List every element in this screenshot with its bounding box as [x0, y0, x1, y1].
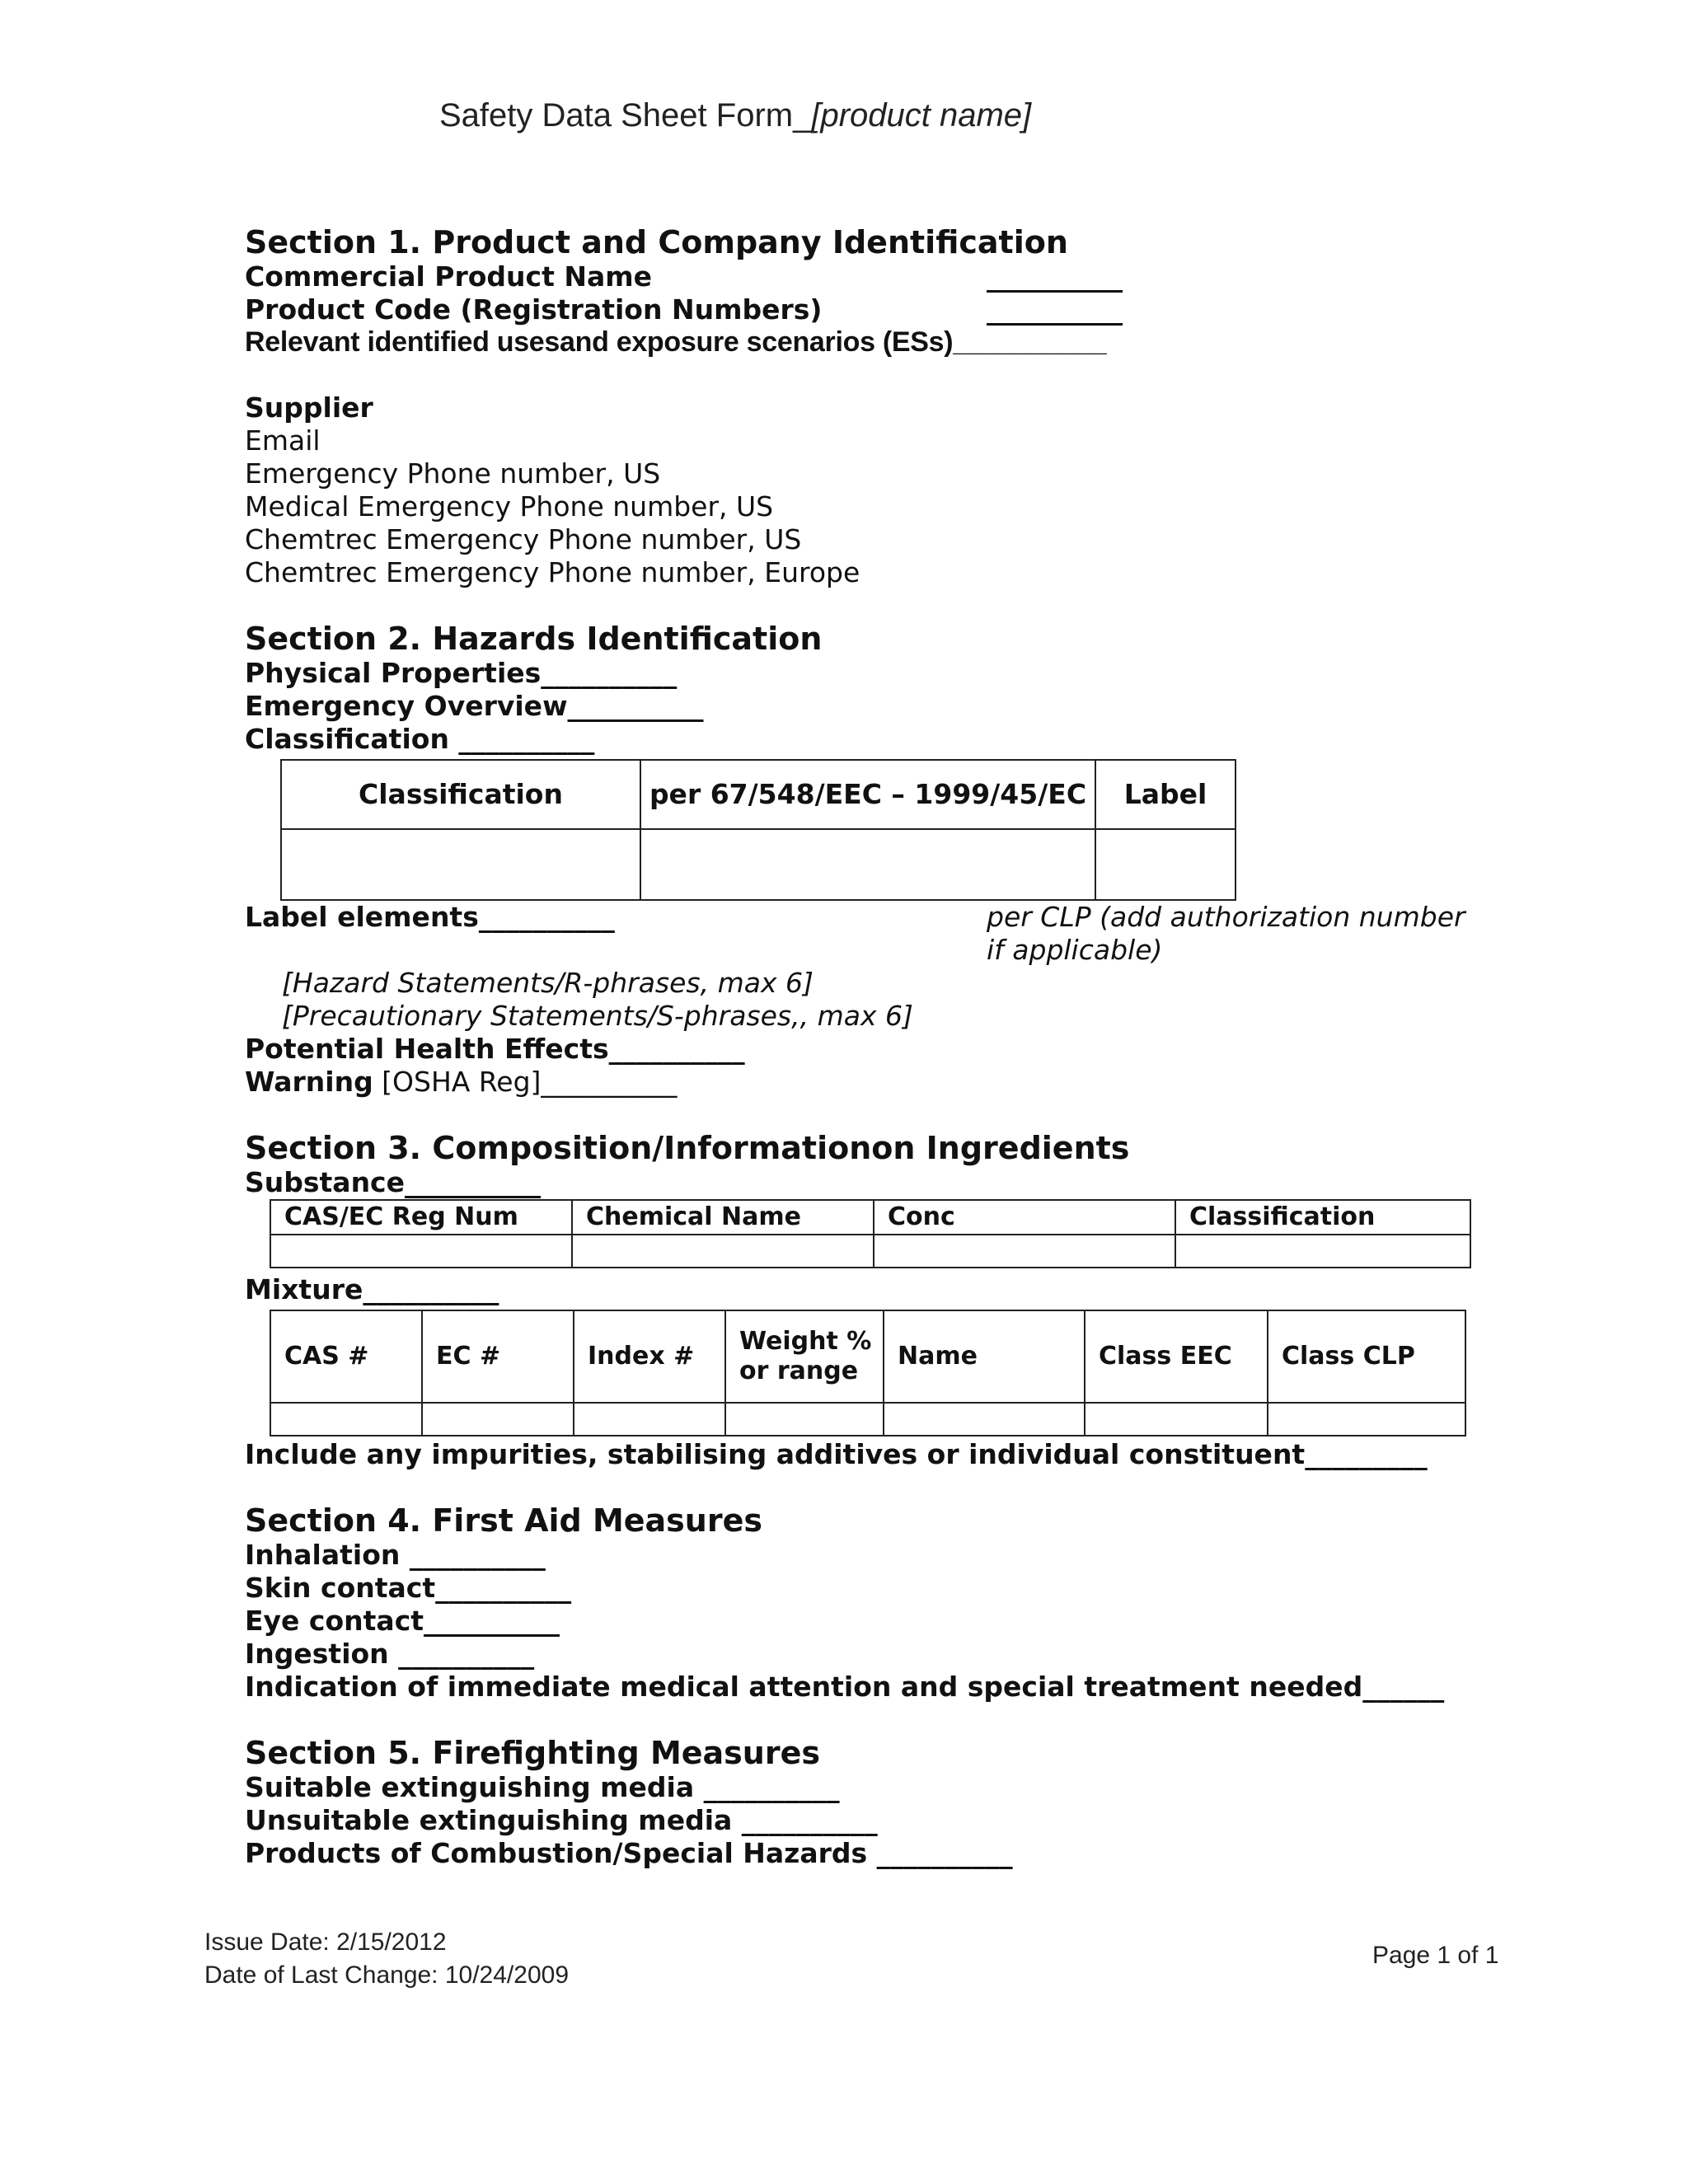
- table-row: [281, 829, 1236, 900]
- health-effects-field[interactable]: Potential Health Effects__________: [245, 1033, 745, 1065]
- table-header-row: [270, 1310, 1465, 1403]
- mixture-field[interactable]: Mixture__________: [245, 1273, 499, 1305]
- table-cell[interactable]: [640, 829, 1095, 900]
- table-cell[interactable]: [572, 1235, 874, 1268]
- table-header-row: [270, 1200, 1470, 1235]
- classification-header: Classification: [1175, 1200, 1470, 1235]
- table-cell[interactable]: [884, 1403, 1085, 1436]
- section-2-heading: Section 2. Hazards Identification: [245, 621, 823, 657]
- section-5-heading: Section 5. Firefighting Measures: [245, 1735, 820, 1771]
- table-cell[interactable]: [1085, 1403, 1268, 1436]
- supplier-label: Supplier: [245, 391, 373, 424]
- table-cell[interactable]: [281, 829, 640, 900]
- footer-dates: [204, 1926, 569, 1992]
- suitable-media-field[interactable]: Suitable extinguishing media __________: [245, 1771, 840, 1803]
- substance-table: [270, 1199, 1471, 1268]
- class-eec-header: Class EEC: [1085, 1310, 1268, 1403]
- impurities-field[interactable]: Include any impurities, stabilising additives or individual constituent_________: [245, 1438, 1428, 1470]
- medical-attention-field[interactable]: Indication of immediate medical attention and special treatment needed______: [245, 1671, 1445, 1703]
- classification-header: Classification: [281, 760, 640, 829]
- table-cell[interactable]: [270, 1235, 572, 1268]
- mixture-table: [270, 1310, 1466, 1436]
- label-elements-row: [245, 901, 1481, 966]
- inhalation-field[interactable]: Inhalation __________: [245, 1539, 546, 1571]
- table-cell[interactable]: [1175, 1235, 1470, 1268]
- page-number: Page 1 of 1: [1372, 1942, 1499, 1969]
- product-code-blank[interactable]: __________: [987, 293, 1123, 326]
- label-header: Label: [1095, 760, 1236, 829]
- cas-header: CAS #: [270, 1310, 422, 1403]
- chemical-name-header: Chemical Name: [572, 1200, 874, 1235]
- section-4-heading: Section 4. First Aid Measures: [245, 1502, 762, 1539]
- warning-row[interactable]: [245, 1066, 1481, 1099]
- last-change-date: Date of Last Change: 10/24/2009: [204, 1961, 570, 1989]
- form-content: [245, 224, 1481, 1870]
- table-header-row: [281, 760, 1236, 829]
- chemtrec-phone-us: Chemtrec Emergency Phone number, US: [245, 523, 802, 555]
- skin-contact-field[interactable]: Skin contact__________: [245, 1572, 572, 1604]
- name-header: Name: [884, 1310, 1085, 1403]
- weight-header: Weight % or range: [725, 1310, 884, 1403]
- emergency-overview-field[interactable]: Emergency Overview__________: [245, 690, 704, 722]
- relevant-uses-field[interactable]: Relevant identified usesand exposure scenarios (ESs)__________: [245, 326, 1107, 358]
- section-1-heading: Section 1. Product and Company Identification: [245, 224, 1068, 260]
- table-cell[interactable]: [574, 1403, 725, 1436]
- classification-table: [280, 759, 1236, 901]
- classification-field[interactable]: Classification __________: [245, 723, 595, 755]
- per-clp-note: per CLP (add authorization number if applicable): [987, 901, 1465, 966]
- ec-header: EC #: [422, 1310, 574, 1403]
- eye-contact-field[interactable]: Eye contact__________: [245, 1605, 560, 1637]
- table-cell[interactable]: [270, 1403, 422, 1436]
- product-name-row: [245, 260, 1481, 293]
- table-cell[interactable]: [422, 1403, 574, 1436]
- email-label: Email: [245, 424, 321, 457]
- table-row: [270, 1235, 1470, 1268]
- osha-reg-field: [OSHA Reg]__________: [373, 1066, 678, 1098]
- issue-date: Issue Date: 2/15/2012: [204, 1929, 447, 1956]
- product-code-label: Product Code (Registration Numbers): [245, 293, 823, 326]
- chemtrec-phone-europe: Chemtrec Emergency Phone number, Europe: [245, 556, 860, 588]
- hazard-statements: [Hazard Statements/R-phrases, max 6]: [282, 967, 814, 999]
- product-name-blank[interactable]: __________: [987, 260, 1123, 293]
- class-clp-header: Class CLP: [1268, 1310, 1465, 1403]
- unsuitable-media-field[interactable]: Unsuitable extinguishing media __________: [245, 1804, 878, 1836]
- title-product-placeholder: [product name]: [811, 97, 1032, 134]
- ingestion-field[interactable]: Ingestion __________: [245, 1638, 535, 1670]
- table-cell[interactable]: [874, 1235, 1175, 1268]
- product-name-label: Commercial Product Name: [245, 260, 652, 293]
- conc-header: Conc: [874, 1200, 1175, 1235]
- table-row: [270, 1403, 1465, 1436]
- table-cell[interactable]: [725, 1403, 884, 1436]
- medical-emergency-phone-us: Medical Emergency Phone number, US: [245, 490, 774, 523]
- combustion-products-field[interactable]: Products of Combustion/Special Hazards __________: [245, 1837, 1013, 1869]
- substance-field[interactable]: Substance__________: [245, 1166, 542, 1198]
- precautionary-statements: [Precautionary Statements/S-phrases,, max 6]: [282, 1000, 913, 1032]
- directive-header: per 67/548/EEC – 1999/45/EC: [640, 760, 1095, 829]
- table-cell[interactable]: [1268, 1403, 1465, 1436]
- cas-ec-header: CAS/EC Reg Num: [270, 1200, 572, 1235]
- title-text: Safety Data Sheet Form_: [439, 97, 812, 134]
- document-title: [439, 97, 1031, 134]
- index-header: Index #: [574, 1310, 725, 1403]
- warning-label: Warning: [245, 1066, 373, 1098]
- physical-properties-field[interactable]: Physical Properties__________: [245, 657, 678, 689]
- emergency-phone-us: Emergency Phone number, US: [245, 457, 661, 490]
- section-3-heading: Section 3. Composition/Informationon Ingredients: [245, 1130, 1130, 1166]
- table-cell[interactable]: [1095, 829, 1236, 900]
- label-elements-field[interactable]: Label elements__________: [245, 901, 615, 933]
- product-code-row: [245, 293, 1481, 326]
